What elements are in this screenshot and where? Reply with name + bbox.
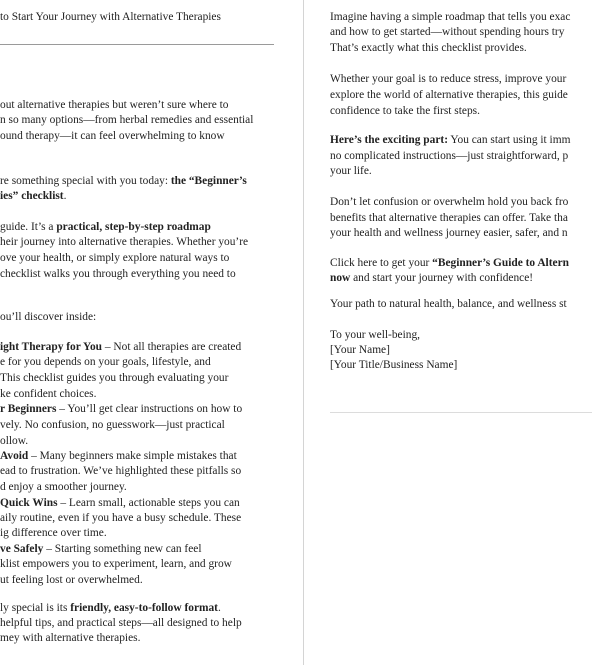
text-run: You can start using it imm	[447, 134, 571, 146]
text-run: Click here to get your	[330, 257, 433, 269]
left-text-line	[0, 371, 228, 385]
text-run: [Your Name]	[330, 344, 390, 356]
right-text-line	[330, 72, 566, 86]
text-run: ead to frustration. We’ve highlighted these pitfalls so	[0, 465, 242, 477]
text-run: heir journey into alternative therapies. Whether you’re	[0, 236, 249, 248]
text-run: Whether your goal is to reduce stress, improve your	[330, 73, 567, 85]
bold-text: friendly, easy-to-follow format	[70, 602, 218, 614]
right-text-line	[330, 256, 569, 270]
bold-text: the “Beginner’s	[170, 175, 247, 187]
right-text-line	[330, 10, 570, 24]
left-text-line	[0, 113, 253, 127]
left-text-line	[0, 387, 96, 401]
text-run: ke confident choices.	[0, 388, 97, 400]
text-run: guide. It’s a	[0, 221, 57, 233]
right-text-line	[330, 88, 568, 102]
text-run: d enjoy a smoother journey.	[0, 481, 127, 493]
left-text-line	[0, 511, 241, 525]
text-run: – Many beginners make simple mistakes that	[28, 450, 237, 462]
text-run: ound therapy—it can feel overwhelming to know	[0, 130, 225, 142]
left-text-line	[0, 496, 240, 510]
left-text-line	[0, 616, 242, 630]
right-text-line	[330, 133, 570, 147]
text-run: ut feeling lost or overwhelmed.	[0, 574, 143, 586]
text-run: Don’t let confusion or overwhelm hold you back fro	[330, 196, 569, 208]
left-text-line	[0, 340, 241, 354]
left-text-line	[0, 220, 211, 234]
text-run: explore the world of alternative therapies, this guide	[330, 89, 568, 101]
page-end-divider	[330, 412, 592, 413]
text-run: and start your journey with confidence!	[350, 272, 534, 284]
text-run: mey with alternative therapies.	[0, 632, 141, 644]
left-text-line	[0, 129, 225, 143]
text-run: aily routine, even if you have a busy schedule. These	[0, 512, 242, 524]
text-run: re something special with you today:	[0, 175, 171, 187]
text-run: e for you depends on your goals, lifestyle, and	[0, 356, 211, 368]
text-run: – Learn small, actionable steps you can	[57, 497, 240, 509]
right-text-line	[330, 149, 568, 163]
text-run: That’s exactly what this checklist provides.	[330, 42, 527, 54]
text-run: – You’ll get clear instructions on how to	[56, 403, 243, 415]
text-run: ig difference over time.	[0, 527, 107, 539]
left-text-line	[0, 464, 241, 478]
text-run: ollow.	[0, 435, 29, 447]
left-text-line	[0, 251, 229, 265]
text-run: ly special is its	[0, 602, 71, 614]
text-run: confidence to take the first steps.	[330, 105, 480, 117]
left-text-line	[0, 235, 248, 249]
document-page-right	[304, 0, 592, 665]
left-text-line	[0, 189, 66, 203]
text-run: n so many options—from herbal remedies and essential	[0, 114, 254, 126]
right-text-line	[330, 226, 568, 240]
left-text-line	[0, 355, 211, 369]
text-run: To your well-being,	[330, 329, 420, 341]
right-text-line	[330, 328, 420, 342]
right-text-line	[330, 358, 457, 372]
right-text-line	[330, 164, 372, 178]
left-text-line	[0, 542, 202, 556]
text-run: your health and wellness journey easier, safer, and n	[330, 227, 568, 239]
bold-text: “Beginner’s Guide to Altern	[432, 257, 569, 269]
left-text-line	[0, 573, 143, 587]
text-run: your life.	[330, 165, 372, 177]
right-text-line	[330, 271, 533, 285]
bold-text: practical, step-by-step roadmap	[56, 221, 211, 233]
text-run: and how to get started—without spending hours try	[330, 26, 565, 38]
text-run: checklist walks you through everything you need to	[0, 268, 236, 280]
text-run: – Not all therapies are created	[102, 341, 242, 353]
left-text-line	[0, 449, 237, 463]
bold-text: Here’s the exciting part:	[330, 134, 448, 146]
left-text-line	[0, 434, 28, 448]
text-run: ove your health, or simply explore natural ways to	[0, 252, 230, 264]
bold-text: r Beginners	[0, 403, 57, 415]
text-run: .	[217, 602, 221, 614]
left-text-line	[0, 267, 236, 281]
right-text-line	[330, 297, 567, 311]
text-run: out alternative therapies but weren’t sure where to	[0, 99, 229, 111]
right-text-line	[330, 25, 564, 39]
text-run: benefits that alternative therapies can offer. Take tha	[330, 212, 568, 224]
right-text-line	[330, 195, 568, 209]
bold-text: ight Therapy for You	[0, 341, 103, 353]
left-text-line	[0, 174, 247, 188]
text-run: .	[63, 190, 67, 202]
page-header: to Start Your Journey with Alternative Therapies	[0, 11, 221, 23]
left-text-line	[0, 418, 225, 432]
bold-text: ies” checklist	[0, 190, 64, 202]
left-text-line	[0, 480, 127, 494]
right-text-line	[330, 41, 527, 55]
text-run: Imagine having a simple roadmap that tells you exac	[330, 11, 571, 23]
bold-text: Quick Wins	[0, 497, 58, 509]
left-text-line	[0, 98, 228, 112]
right-text-line	[330, 343, 390, 357]
text-run: no complicated instructions—just straightforward, p	[330, 150, 569, 162]
left-text-line	[0, 601, 221, 615]
text-run: [Your Title/Business Name]	[330, 359, 458, 371]
bold-text: now	[330, 272, 351, 284]
left-text-line	[0, 557, 232, 571]
right-text-line	[330, 104, 480, 118]
left-text-line	[0, 526, 107, 540]
text-run: This checklist guides you through evaluating your	[0, 372, 229, 384]
text-run: vely. No confusion, no guesswork—just practical	[0, 419, 225, 431]
text-run: – Starting something new can feel	[43, 543, 202, 555]
header-divider	[0, 44, 274, 45]
right-text-line	[330, 211, 568, 225]
text-run: Your path to natural health, balance, and wellness st	[330, 298, 567, 310]
bold-text: ve Safely	[0, 543, 44, 555]
left-text-line	[0, 402, 242, 416]
left-text-line	[0, 310, 96, 324]
bold-text: Avoid	[0, 450, 29, 462]
left-text-line	[0, 631, 140, 645]
text-run: klist empowers you to experiment, learn, and grow	[0, 558, 232, 570]
text-run: helpful tips, and practical steps—all designed to help	[0, 617, 242, 629]
text-run: ou’ll discover inside:	[0, 311, 97, 323]
